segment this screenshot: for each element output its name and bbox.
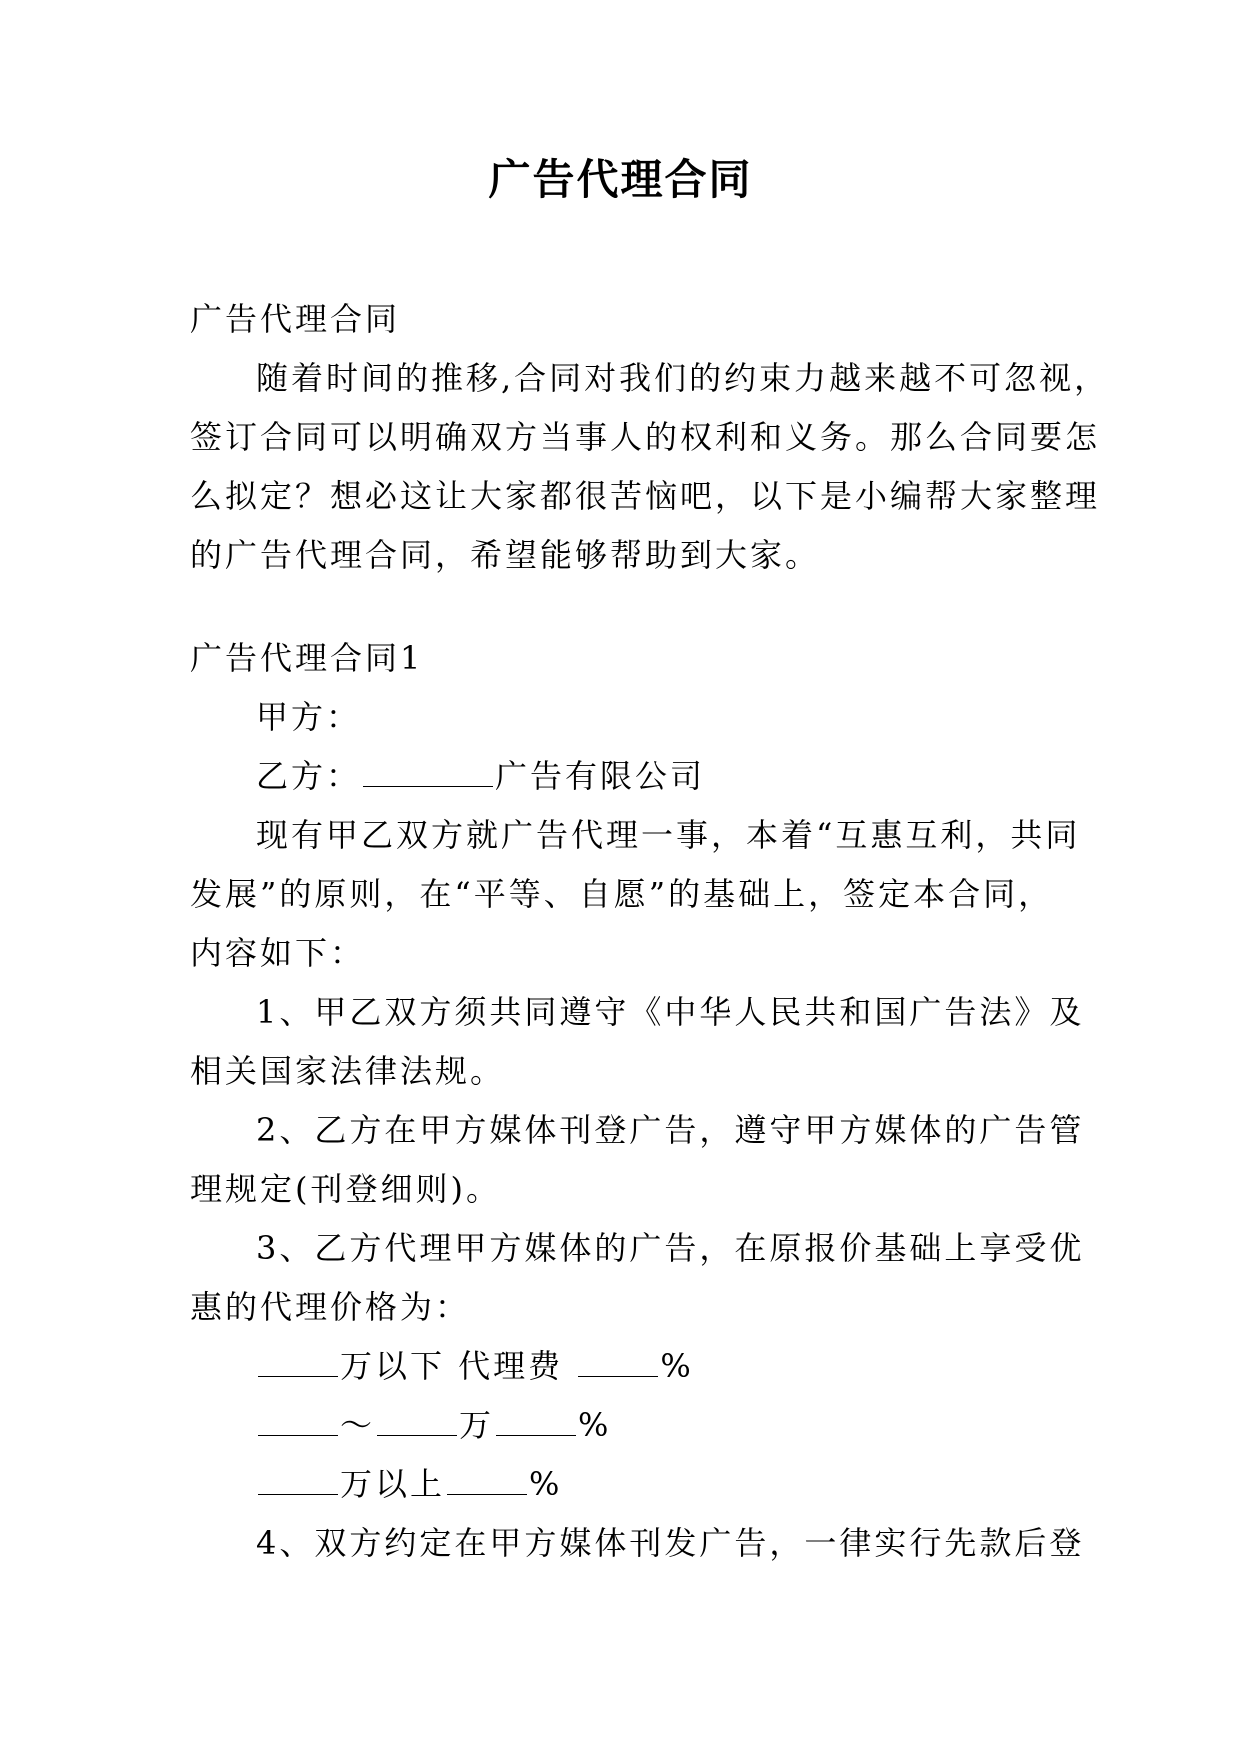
doc-heading: 广告代理合同	[190, 300, 401, 338]
rate-row-2	[190, 1396, 1054, 1455]
rate-row-3-text: 万以上	[340, 1465, 446, 1503]
intro-line-2: 签订合同可以明确双方当事人的权利和义务。那么合同要怎	[190, 418, 1101, 456]
clause-2-line-1: 2、乙方在甲方媒体刊登广告，遵守甲方媒体的广告管	[256, 1111, 1085, 1149]
rate-row-3	[190, 1455, 1054, 1514]
party-b-suffix: 广告有限公司	[495, 757, 706, 795]
spacer	[190, 585, 1054, 629]
fill-in-blank	[258, 1350, 338, 1377]
fill-in-blank	[258, 1409, 338, 1436]
section-title: 广告代理合同1	[190, 639, 424, 677]
intro-line-3: 么拟定？想必这让大家都很苦恼吧，以下是小编帮大家整理	[190, 477, 1101, 515]
rate-row-1-text: 万以下 代理费	[340, 1347, 577, 1385]
fill-in-blank	[258, 1468, 338, 1495]
party-b-label: 乙方：	[256, 757, 362, 795]
rate-row-1-pct: %	[660, 1347, 694, 1385]
preamble-line-1: 现有甲乙双方就广告代理一事，本着“互惠互利，共同	[256, 816, 1081, 854]
clause-1-line-2: 相关国家法律法规。	[190, 1052, 506, 1090]
clause-2-line-2: 理规定(刊登细则)。	[190, 1170, 501, 1208]
fill-in-blank	[496, 1409, 576, 1436]
fill-in-blank	[377, 1409, 457, 1436]
document-body	[190, 290, 1110, 1573]
intro-line-4: 的广告代理合同，希望能够帮助到大家。	[190, 536, 821, 574]
party-a-line: 甲方：	[256, 698, 362, 736]
fill-in-blank	[447, 1468, 527, 1495]
document-title: 广告代理合同	[488, 155, 753, 204]
clause-4-line-1: 4、双方约定在甲方媒体刊发广告，一律实行先款后登	[256, 1524, 1085, 1562]
clause-3-line-2: 惠的代理价格为：	[190, 1288, 471, 1326]
rate-row-2-pct: %	[578, 1406, 612, 1444]
rate-row-1	[190, 1337, 1054, 1396]
party-b-line	[190, 747, 1054, 806]
rate-row-2-wan: 万	[459, 1406, 495, 1444]
intro-line-1: 随着时间的推移,合同对我们的约束力越来越不可忽视，	[256, 359, 1110, 397]
rate-row-2-tilde: ～	[340, 1406, 376, 1444]
fill-in-blank	[578, 1350, 658, 1377]
fill-in-blank	[363, 760, 493, 787]
rate-row-3-pct: %	[529, 1465, 563, 1503]
preamble-line-3: 内容如下：	[190, 934, 366, 972]
preamble-line-2: 发展”的原则，在“平等、自愿”的基础上，签定本合同，	[190, 875, 1054, 913]
clause-3-line-1: 3、乙方代理甲方媒体的广告，在原报价基础上享受优	[256, 1229, 1085, 1267]
clause-1-line-1: 1、甲乙双方须共同遵守《中华人民共和国广告法》及	[256, 993, 1085, 1031]
